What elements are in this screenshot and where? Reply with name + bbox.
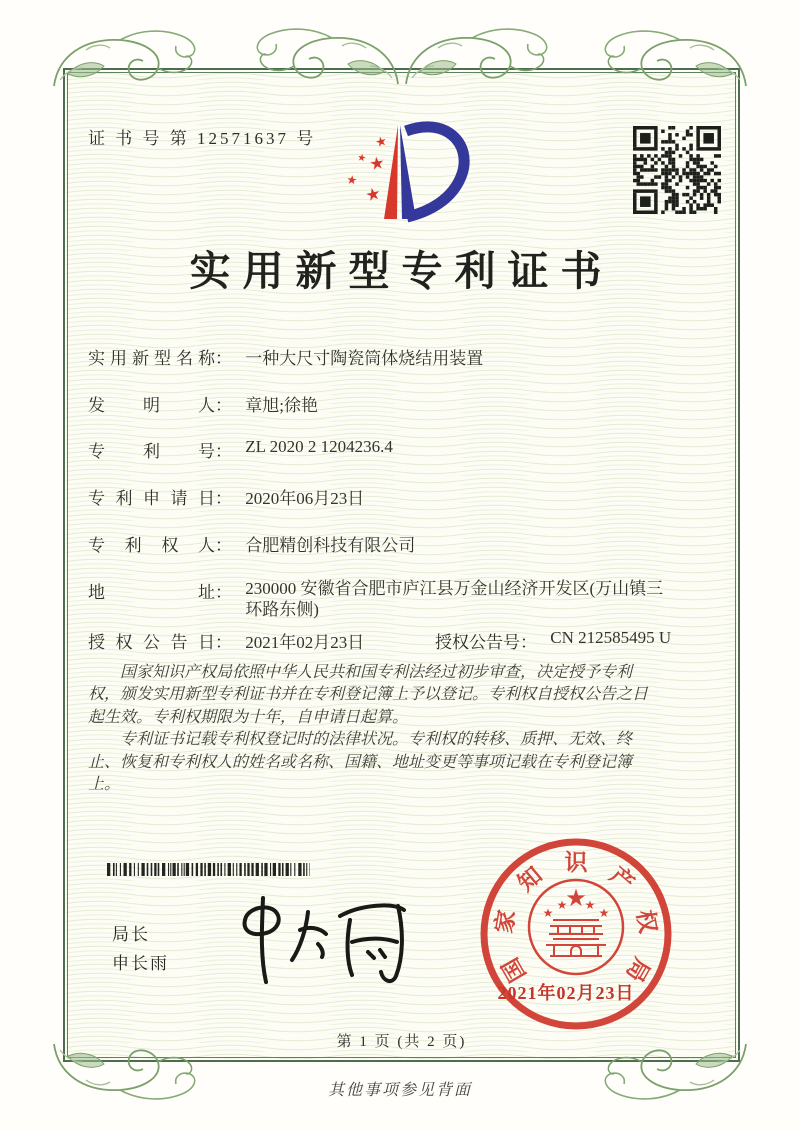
back-note: 其他事项参见背面 [327, 1082, 472, 1099]
field-row-inventor: 发明人： 章旭;徐艳 [88, 391, 318, 416]
field-value: ZL 2020 2 1204236.4 [245, 437, 393, 456]
field-label: 授权公告号 [435, 633, 520, 652]
svg-text:★: ★ [345, 172, 358, 188]
svg-text:识: 识 [564, 850, 588, 875]
svg-text:家: 家 [491, 908, 520, 936]
field-row-grant-no: 授权公告号： CN 212585495 U [435, 628, 672, 652]
certificate-number: 证 书 号 第 12571637 号 [88, 129, 317, 148]
field-row-filing-date: 专利申请日： 2020年06月23日 [88, 484, 364, 509]
handwritten-signature [225, 885, 420, 990]
director-title: 局长 [112, 925, 150, 944]
svg-text:★: ★ [363, 183, 383, 207]
cnipa-logo-icon [330, 110, 500, 230]
svg-text:★: ★ [373, 133, 389, 152]
cnipa-seal [470, 828, 682, 1040]
svg-text:产: 产 [605, 862, 639, 897]
legal-text [88, 662, 650, 796]
field-label: 实用新型名称 [88, 349, 215, 368]
field-row-grant-date: 授权公告日： 2021年02月23日 授权公告号： CN 212585495 U [88, 628, 672, 652]
page-number: 第 1 页 (共 2 页) [336, 1034, 467, 1050]
svg-text:知: 知 [513, 862, 547, 897]
barcode [107, 863, 310, 877]
field-value: 一种大尺寸陶瓷筒体烧结用装置 [245, 349, 484, 368]
svg-text:★: ★ [565, 884, 587, 912]
svg-text:权: 权 [632, 908, 661, 936]
field-label: 发明人 [88, 396, 215, 415]
svg-text:国: 国 [497, 953, 531, 986]
field-row-address: 地址： 230000 安徽省合肥市庐江县万金山经济开发区(万山镇三环路东侧) [88, 578, 669, 620]
field-row-name: 实用新型名称： 一种大尺寸陶瓷筒体烧结用装置 [88, 344, 483, 369]
legal-paragraph-1: 国家知识产权局依照中华人民共和国专利法经过初步审查，决定授予专利权，颁发实用新型专利证书并在专利登记簿上予以登记。专利权自授权公告之日起生效。专利权期限为十年，自申请日起算。 [88, 664, 649, 726]
svg-text:★: ★ [584, 898, 596, 912]
field-row-patent-no: 专利号： ZL 2020 2 1204236.4 [88, 437, 393, 461]
svg-text:★: ★ [542, 906, 554, 920]
legal-paragraph-2: 专利证书记载专利权登记时的法律状况。专利权的转移、质押、无效、终止、恢复和专利权人的姓名或名称、国籍、地址变更等事项记载在专利登记簿上。 [88, 731, 633, 794]
field-value: 230000 安徽省合肥市庐江县万金山经济开发区(万山镇三环路东侧) [245, 579, 664, 619]
field-row-patentee: 专利权人： 合肥精创科技有限公司 [88, 531, 415, 556]
svg-text:★: ★ [368, 153, 387, 175]
certificate-title: 实用新型专利证书 [189, 248, 614, 294]
svg-text:★: ★ [356, 152, 367, 165]
field-value: 2020年06月23日 [245, 489, 365, 508]
field-label: 专利权人 [88, 536, 215, 555]
field-value: 2021年02月23日 [245, 633, 365, 652]
director-name: 申长雨 [112, 954, 169, 973]
seal-date: 2021年02月23日 [497, 983, 635, 1003]
field-value: 章旭;徐艳 [245, 396, 318, 415]
field-value: CN 212585495 U [550, 628, 672, 647]
qr-code [633, 126, 721, 214]
field-label: 专利号 [88, 442, 215, 461]
svg-text:★: ★ [556, 898, 568, 912]
svg-text:局: 局 [621, 953, 655, 986]
svg-text:★: ★ [598, 906, 610, 920]
field-label: 地址 [88, 583, 215, 602]
field-label: 专利申请日 [88, 489, 215, 508]
field-value: 合肥精创科技有限公司 [245, 536, 416, 555]
field-label: 授权公告日 [88, 633, 215, 652]
